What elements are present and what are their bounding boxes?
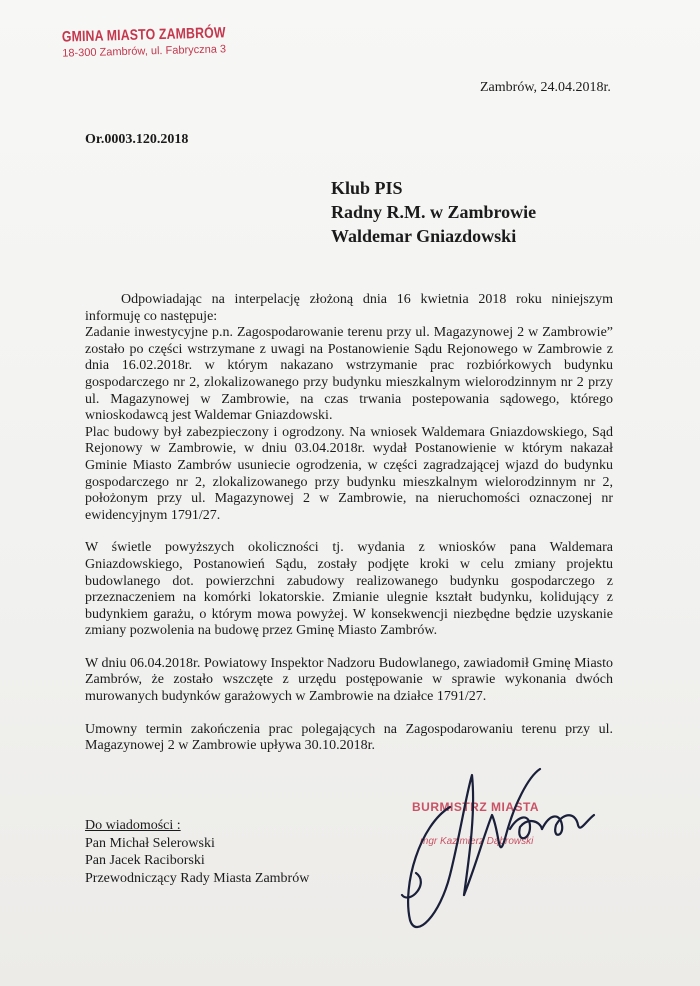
- paragraph-inspector: W dniu 06.04.2018r. Powiatowy Inspektor Nadzoru Budowlanego, zawiadomił Gminę Miasto Zambrów, że zostało wszczęte z urzędu postępowanie w sprawie wykonania dwóch murowanych budynków garażowych w Zambrowie na działce 1791/27.: [85, 655, 613, 705]
- paragraph-site: Plac budowy był zabezpieczony i ogrodzony. Na wniosek Waldemara Gniazdowskiego, Sąd Rejonowy w Zambrowie, w dniu 03.04.2018r. wydał Postanowienie w którym nakazał Gminie Miasto Zambrów usuniecie ogrodzenia, w części zagradzającej wjazd do budynku gospodarczego nr 2, zlokalizowanego przy budynku mieszkalnym wielorodzinnym nr 2, położonym przy ul. Magazynowej 2 w Zambrowie, na nieruchomości oznaczonej nr ewidencyjnym 1791/27.: [85, 424, 613, 523]
- copies-to-heading: Do wiadomości :: [85, 818, 181, 833]
- recipient-2: Pan Jacek Raciborski: [85, 853, 205, 868]
- addressee-line-1: Klub PIS: [331, 178, 403, 198]
- mayor-stamp-title: BURMISTRZ MIASTA: [412, 800, 540, 814]
- paragraph-deadline: Umowny termin zakończenia prac polegających na Zagospodarowaniu terenu przy ul. Magazynowej 2 w Zambrowie upływa 30.10.2018r.: [85, 721, 613, 754]
- paragraph-intro: Odpowiadając na interpelację złożoną dnia 16 kwietnia 2018 roku niniejszym informuję co następuje:: [85, 292, 613, 324]
- paragraph-investment: Zadanie inwestycyjne p.n. Zagospodarowanie terenu przy ul. Magazynowej 2 w Zambrowie” zostało po części wstrzymane z uwagi na Postanowienie Sądu Rejonowego w Zambrowie z dnia 16.02.2018r. w którym nakazano wstrzymanie prac rozbiórkowych budynku gospodarczego nr 2, zlokalizowanego przy budynku mieszkalnym wielorodzinnym nr 2 przy ul. Magazynowej w Zambrowie, na czas trwania postepowania sądowego, którego wnioskodawcą jest Waldemar Gniazdowski.: [85, 325, 613, 424]
- stamp-name: GMINA MIASTO ZAMBRÓW: [61, 24, 226, 46]
- municipality-stamp: [62, 23, 263, 59]
- letter-date: Zambrów, 24.04.2018r.: [480, 80, 611, 95]
- mayor-stamp-name: mgr Kazimierz Dąbrowski: [420, 836, 534, 847]
- copies-to-block: [85, 817, 309, 887]
- recipient-3: Przewodniczący Rady Miasta Zambrów: [85, 870, 310, 886]
- stamp-address: 18-300 Zambrów, ul. Fabryczna 3: [62, 43, 227, 60]
- recipient-1: Pan Michał Selerowski: [85, 835, 215, 851]
- addressee-line-2: Radny R.M. w Zambrowie: [331, 202, 537, 222]
- reference-number: Or.0003.120.2018: [85, 132, 189, 147]
- addressee-line-3: Waldemar Gniazdowski: [331, 226, 517, 246]
- paragraph-circumstances: W świetle powyższych okoliczności tj. wydania z wniosków pana Waldemara Gniazdowskiego, Postanowień Sądu, zostały podjęte kroki w celu zmiany projektu budowlanego dot. powierzchni zabudowy realizowanego budynku gospodarczego z przeznaczeniem na komórki lokatorskie. Zmianie ulegnie kształt budynku, kolidujący z budynkiem garażu, o którym mowa powyżej. W konsekwencji niezbędne będzie uzyskanie zmiany pozwolenia na budowę przez Gminę Miasto Zambrów.: [85, 540, 613, 639]
- addressee-block: [331, 176, 536, 248]
- letter-body: [85, 292, 613, 755]
- handwritten-signature: [380, 755, 620, 945]
